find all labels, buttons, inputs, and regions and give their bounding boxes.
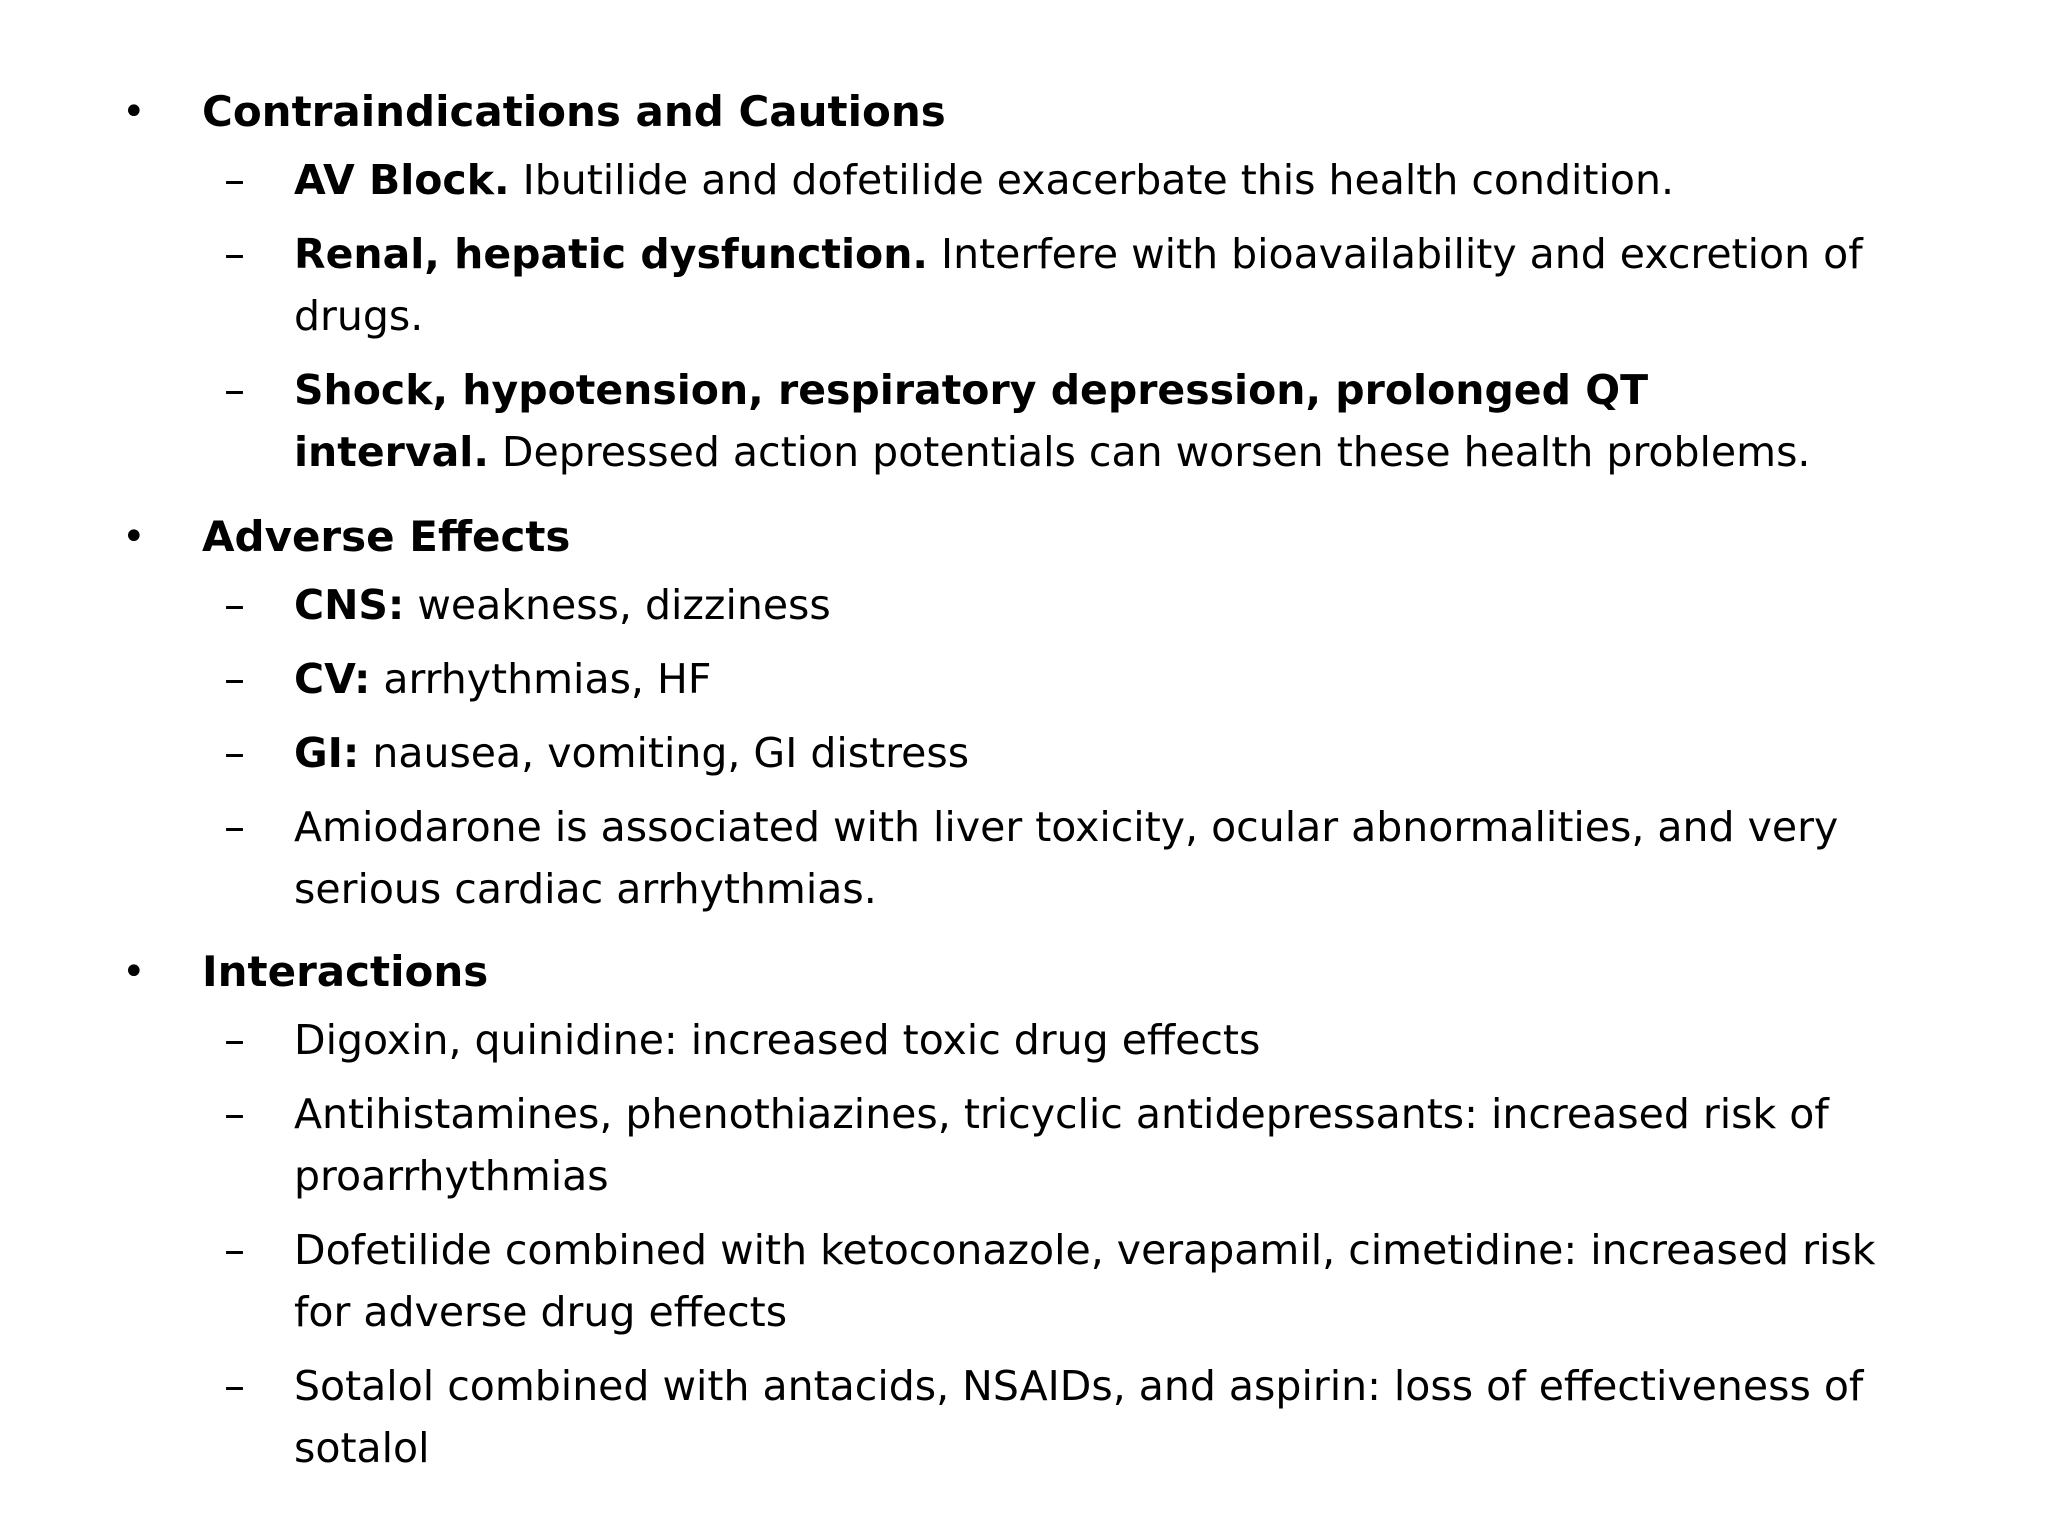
item-text: arrhythmias, HF	[370, 655, 712, 703]
item-text: Ibutilide and dofetilide exacerbate this health condition.	[509, 156, 1674, 204]
list-item	[0, 1083, 2048, 1207]
section-heading-row	[0, 935, 2048, 1009]
list-item	[0, 1355, 2048, 1479]
dash-icon: –	[224, 155, 245, 204]
dash-icon: –	[224, 1361, 245, 1410]
section-heading: Contraindications and Cautions	[202, 87, 946, 136]
list-item	[0, 149, 2048, 211]
section-contraindications	[0, 75, 2048, 495]
section-heading: Interactions	[202, 947, 489, 996]
dash-icon: –	[224, 1015, 245, 1064]
item-lead: GI:	[294, 729, 360, 777]
item-text: Dofetilide combined with ketoconazole, verapamil, cimetidine: increased risk for adverse drug effects	[294, 1226, 1876, 1336]
list-item	[0, 223, 2048, 347]
section-heading-row	[0, 75, 2048, 149]
item-lead: Renal, hepatic dysfunction.	[294, 230, 928, 278]
item-lead: AV Block.	[294, 156, 510, 204]
dash-icon: –	[224, 1089, 245, 1138]
item-text: Interfere with bioavailability and excretion of drugs.	[294, 230, 1863, 340]
dash-icon: –	[224, 1225, 245, 1274]
dash-icon: –	[224, 229, 245, 278]
item-text: Antihistamines, phenothiazines, tricyclic antidepressants: increased risk of proarrhythmias	[294, 1090, 1829, 1200]
section-heading-row	[0, 500, 2048, 574]
dash-icon: –	[224, 802, 245, 851]
dash-icon: –	[224, 365, 245, 414]
list-item	[0, 1009, 2048, 1071]
item-text: Digoxin, quinidine: increased toxic drug effects	[294, 1016, 1261, 1064]
bullet-icon: •	[122, 949, 146, 995]
list-item	[0, 796, 2048, 920]
section-heading: Adverse Effects	[202, 512, 571, 561]
list-item	[0, 722, 2048, 784]
item-text: Amiodarone is associated with liver toxicity, ocular abnormalities, and very serious cardiac arrhythmias.	[294, 803, 1839, 913]
item-text: Depressed action potentials can worsen these health problems.	[488, 428, 1811, 476]
list-item	[0, 359, 2048, 483]
item-text: Sotalol combined with antacids, NSAIDs, and aspirin: loss of effectiveness of sotalol	[294, 1362, 1864, 1472]
item-lead: Shock, hypotension, respiratory depression, prolonged QT interval.	[294, 366, 1649, 476]
section-interactions	[0, 935, 2048, 1491]
item-lead: CNS:	[294, 581, 405, 629]
list-item	[0, 1219, 2048, 1343]
item-lead: CV:	[294, 655, 371, 703]
list-item	[0, 574, 2048, 636]
section-adverse-effects	[0, 500, 2048, 932]
dash-icon: –	[224, 580, 245, 629]
dash-icon: –	[224, 654, 245, 703]
item-text: nausea, vomiting, GI distress	[359, 729, 970, 777]
bullet-icon: •	[122, 514, 146, 560]
dash-icon: –	[224, 728, 245, 777]
bullet-icon: •	[122, 89, 146, 135]
list-item	[0, 648, 2048, 710]
item-text: weakness, dizziness	[404, 581, 831, 629]
